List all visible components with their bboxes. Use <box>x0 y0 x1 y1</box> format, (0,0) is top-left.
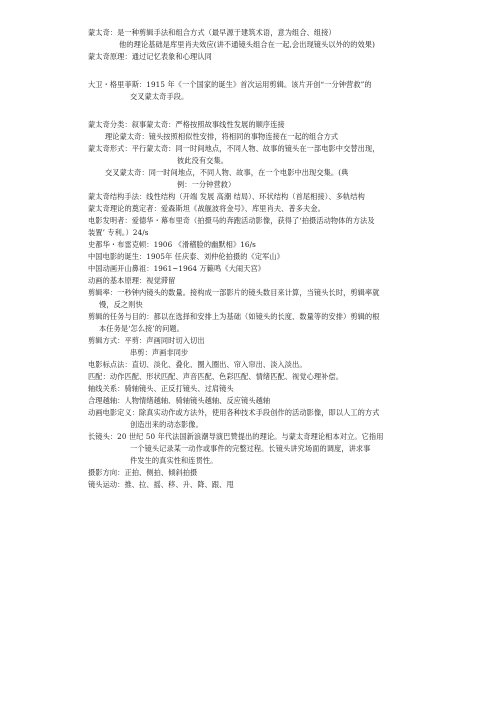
text-line: 匹配：动作匹配、形状匹配、声音匹配、色彩匹配、情绪匹配、视觉心理补偿。 <box>88 372 344 381</box>
text-line: 电影标点法：直切、淡化、叠化、圈入圈出、帘入帘出、淡入淡出。 <box>88 360 307 369</box>
text-line: 理论蒙太奇：镜头按照相似性安排，将相同的事物连接在一起的组合方式 <box>105 132 339 141</box>
text-line: 装置’ 专利。）24/s <box>88 228 149 237</box>
text-line: 合理越轴：人物情绪越轴、骑轴镜头越轴、反应镜头越轴 <box>88 396 271 405</box>
text-line: 一个镜头记录某一动作或事件的完整过程。长镜头讲究场面的调度，讲求事 <box>130 444 371 453</box>
text-line: 件发生的真实性和连贯性。 <box>130 456 218 465</box>
text-line: 摄影方向：正拍、侧拍、倾斜拍摄 <box>88 468 198 477</box>
text-line: 轴线关系：骑轴镜头、正反打镜头、过肩镜头 <box>88 384 234 393</box>
text-line: 蒙太奇理论的奠定者：爱森斯坦《战舰波将金号》、库里肖夫、普多夫金。 <box>88 204 325 213</box>
text-line: 史都华・布雷克顿：1906 《滑稽脸的幽默相》16/s <box>88 240 256 249</box>
text-line: 中国电影的诞生：1905年 任庆泰、刘仲伦拍摄的《定军山》 <box>88 252 284 261</box>
text-line: 剪辑的任务与目的：都以在选择和安排上为基础（如镜头的长度、数量等的安排）剪辑的根 <box>88 312 380 321</box>
text-line: 例：一分钟营救） <box>177 180 236 189</box>
text-line: 剪辑方式：平剪：声画同时切入切出 <box>88 336 205 345</box>
text-line: 中国动画开山鼻祖：1961~1964 万籁鸣《大闹天宫》 <box>88 264 266 273</box>
text-line: 彼此没有交集。 <box>177 156 229 165</box>
text-line: 交叉蒙太奇：同一时间地点，不同人物、故事，在一个电影中出现交集。(典 <box>105 168 349 177</box>
text-line: 创造出来的动态影像。 <box>130 420 203 429</box>
text-line: 慢，反之则快 <box>99 300 143 309</box>
text-line: 动画的基本原理：视觉滞留 <box>88 276 176 285</box>
text-line: 蒙太奇形式：平行蒙太奇：同一时间地点，不同人物、故事的镜头在一部电影中交替出现， <box>88 144 380 153</box>
text-line: 长镜头：20 世纪 50 年代法国新浪潮导演巴赞提出的理论。与蒙太奇理论相本对立。它指用 <box>88 432 384 441</box>
text-line: 他的理论基础是库里肖夫效应(讲不通镜头组合在一起,会出现镜头以外的的效果) <box>119 40 375 49</box>
text-line: 大卫・格里菲斯：1915 年《一个国家的诞生》首次运用剪辑。该片开创“一分钟营救”的 <box>88 80 372 89</box>
text-line: 蒙太奇：是一种剪辑手法和组合方式（最早源于建筑术语，意为组合、组接） <box>88 28 336 37</box>
text-line: 动画电影定义：除真实动作或方法外，使用各种技术手段创作的活动影像，即以人工的方式 <box>88 408 380 417</box>
text-line: 蒙太奇结构手法：线性结构（开端 发展 高潮 结局）、环状结构（首尾相接）、多轨结构 <box>88 192 365 201</box>
text-line: 蒙太奇分类：叙事蒙太奇：严格按照故事线性发展的顺序连接 <box>88 120 285 129</box>
text-line: 剪辑率：一秒钟内镜头的数量。接构成一部影片的镜头数目来计算，当镜头长时，剪辑率就 <box>88 288 380 297</box>
text-line: 交叉蒙太奇手段。 <box>130 92 189 101</box>
text-line: 蒙太奇原理：通过记忆表象和心理认同 <box>88 52 212 61</box>
text-line: 串剪：声画非同步 <box>130 348 189 357</box>
text-line: 镜头运动：推、拉、摇、移、升、降、跟、甩 <box>88 480 234 489</box>
text-line: 电影发明者：爱德华・幕布里奇（拍摄马的奔跑活动影像，获得了‘拍摄活动物体的方法及 <box>88 216 375 225</box>
text-line: 本任务是‘怎么接’的问题。 <box>99 324 184 333</box>
